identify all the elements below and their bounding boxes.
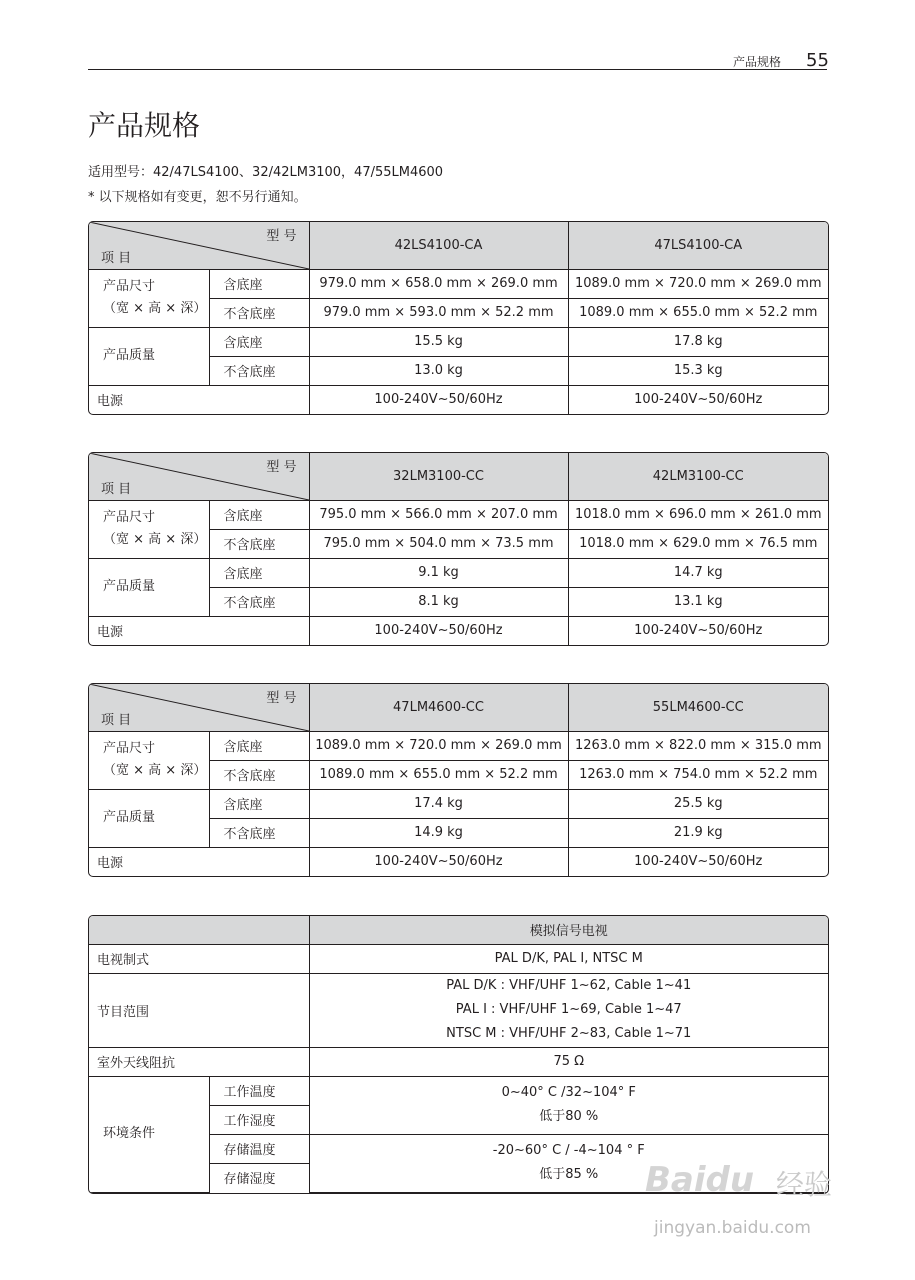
size-value: 1263.0 mm × 754.0 mm × 52.2 mm <box>568 760 828 789</box>
header-rule <box>88 69 827 70</box>
size-value: 795.0 mm × 504.0 mm × 73.5 mm <box>309 529 568 558</box>
environment-label: 环境条件 <box>89 1076 209 1192</box>
power-value: 100-240V~50/60Hz <box>309 847 568 876</box>
program-range-values <box>309 973 828 1047</box>
page-title: 产品规格 <box>88 109 201 142</box>
weight-value: 13.1 kg <box>568 587 828 616</box>
power-label: 电源 <box>89 847 309 876</box>
model-name: 55LM4600-CC <box>568 684 828 731</box>
size-category: 产品尺寸 （宽 × 高 × 深） <box>89 269 209 327</box>
spec-table-3 <box>88 683 829 877</box>
with-stand-label: 含底座 <box>209 269 309 298</box>
operating-temp-label: 工作温度 <box>209 1076 309 1105</box>
model-name: 32LM3100-CC <box>309 453 568 500</box>
without-stand-label: 不含底座 <box>209 529 309 558</box>
weight-value: 13.0 kg <box>309 356 568 385</box>
weight-value: 15.5 kg <box>309 327 568 356</box>
operating-humidity-value: 低于80 % <box>539 1109 599 1124</box>
storage-temp-value: -20~60° C / -4~104 ° F <box>492 1143 645 1158</box>
storage-temp-label: 存储温度 <box>209 1134 309 1163</box>
power-label: 电源 <box>89 385 309 414</box>
program-line: NTSC M : VHF/UHF 2~83, Cable 1~71 <box>446 1026 692 1041</box>
weight-value: 9.1 kg <box>309 558 568 587</box>
watermark-brand: Baidu <box>645 1160 755 1200</box>
without-stand-label: 不含底座 <box>209 587 309 616</box>
antenna-impedance-label: 室外天线阻抗 <box>89 1047 309 1076</box>
with-stand-label: 含底座 <box>209 500 309 529</box>
watermark-url: jingyan.baidu.com <box>654 1218 811 1238</box>
with-stand-label: 含底座 <box>209 731 309 760</box>
analog-header: 模拟信号电视 <box>309 916 828 944</box>
power-value: 100-240V~50/60Hz <box>309 385 568 414</box>
analog-spec-table <box>88 915 829 1194</box>
weight-value: 14.9 kg <box>309 818 568 847</box>
header-diagonal-cell <box>89 684 309 731</box>
power-value: 100-240V~50/60Hz <box>568 616 828 645</box>
size-value: 1089.0 mm × 655.0 mm × 52.2 mm <box>309 760 568 789</box>
size-value: 1089.0 mm × 655.0 mm × 52.2 mm <box>568 298 828 327</box>
weight-category: 产品质量 <box>89 789 209 847</box>
model-label: 型 号 <box>266 229 297 244</box>
page-number: 55 <box>806 50 829 71</box>
power-value: 100-240V~50/60Hz <box>568 385 828 414</box>
storage-humidity-label: 存储湿度 <box>209 1163 309 1192</box>
operating-humidity-label: 工作湿度 <box>209 1105 309 1134</box>
size-value: 979.0 mm × 658.0 mm × 269.0 mm <box>309 269 568 298</box>
size-value: 1089.0 mm × 720.0 mm × 269.0 mm <box>568 269 828 298</box>
without-stand-label: 不含底座 <box>209 298 309 327</box>
size-category: 产品尺寸 （宽 × 高 × 深） <box>89 731 209 789</box>
analog-header-blank <box>89 916 309 944</box>
program-line: PAL D/K : VHF/UHF 1~62, Cable 1~41 <box>446 978 692 993</box>
with-stand-label: 含底座 <box>209 327 309 356</box>
weight-value: 14.7 kg <box>568 558 828 587</box>
size-category: 产品尺寸 （宽 × 高 × 深） <box>89 500 209 558</box>
model-name: 42LS4100-CA <box>309 222 568 269</box>
model-name: 47LS4100-CA <box>568 222 828 269</box>
weight-value: 21.9 kg <box>568 818 828 847</box>
power-value: 100-240V~50/60Hz <box>309 616 568 645</box>
with-stand-label: 含底座 <box>209 558 309 587</box>
program-range-label: 节目范围 <box>89 973 309 1047</box>
antenna-impedance-value: 75 Ω <box>309 1047 828 1076</box>
operating-conditions <box>309 1076 828 1134</box>
power-value: 100-240V~50/60Hz <box>568 847 828 876</box>
weight-value: 8.1 kg <box>309 587 568 616</box>
header-diagonal-cell <box>89 222 309 269</box>
program-line: PAL I : VHF/UHF 1~69, Cable 1~47 <box>455 1002 682 1017</box>
size-value: 1018.0 mm × 629.0 mm × 76.5 mm <box>568 529 828 558</box>
power-label: 电源 <box>89 616 309 645</box>
spec-table-2 <box>88 452 829 646</box>
weight-value: 25.5 kg <box>568 789 828 818</box>
weight-category: 产品质量 <box>89 558 209 616</box>
storage-humidity-value: 低于85 % <box>539 1167 599 1182</box>
weight-value: 17.8 kg <box>568 327 828 356</box>
size-value: 795.0 mm × 566.0 mm × 207.0 mm <box>309 500 568 529</box>
applicable-models: 适用型号：42/47LS4100、32/42LM3100，47/55LM4600 <box>88 165 444 180</box>
size-value: 1263.0 mm × 822.0 mm × 315.0 mm <box>568 731 828 760</box>
size-value: 1089.0 mm × 720.0 mm × 269.0 mm <box>309 731 568 760</box>
tv-system-label: 电视制式 <box>89 944 309 973</box>
without-stand-label: 不含底座 <box>209 818 309 847</box>
item-label: 项 目 <box>101 481 132 497</box>
model-label: 型 号 <box>266 460 297 475</box>
weight-value: 17.4 kg <box>309 789 568 818</box>
size-value: 979.0 mm × 593.0 mm × 52.2 mm <box>309 298 568 327</box>
watermark-brand-cn: 经验 <box>776 1168 833 1201</box>
spec-table-1 <box>88 221 829 415</box>
item-label: 项 目 <box>101 712 132 728</box>
weight-value: 15.3 kg <box>568 356 828 385</box>
tv-system-value: PAL D/K, PAL I, NTSC M <box>309 944 828 973</box>
header-diagonal-cell <box>89 453 309 500</box>
model-name: 47LM4600-CC <box>309 684 568 731</box>
without-stand-label: 不含底座 <box>209 356 309 385</box>
model-name: 42LM3100-CC <box>568 453 828 500</box>
size-value: 1018.0 mm × 696.0 mm × 261.0 mm <box>568 500 828 529</box>
header-section-label: 产品规格 <box>733 55 782 69</box>
weight-category: 产品质量 <box>89 327 209 385</box>
operating-temp-value: 0~40° C /32~104° F <box>501 1085 636 1100</box>
without-stand-label: 不含底座 <box>209 760 309 789</box>
change-notice: * 以下规格如有变更，恕不另行通知。 <box>88 190 307 205</box>
model-label: 型 号 <box>266 691 297 706</box>
item-label: 项 目 <box>101 250 132 266</box>
with-stand-label: 含底座 <box>209 789 309 818</box>
